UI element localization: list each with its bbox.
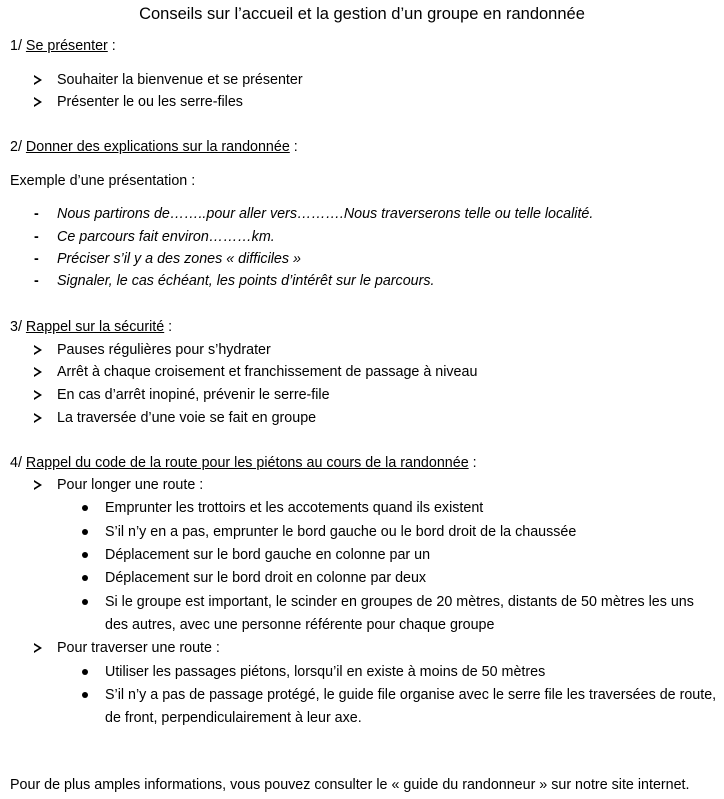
group-label: Pour traverser une route : bbox=[57, 640, 220, 656]
round-bullet-icon bbox=[82, 575, 88, 581]
dash-bullet-icon: - bbox=[34, 273, 39, 289]
dash-bullet-icon: - bbox=[34, 251, 39, 267]
list-item bbox=[82, 521, 88, 543]
list-item-text: Déplacement sur le bord gauche en colonne par un bbox=[105, 547, 431, 563]
section-4-suffix: : bbox=[468, 455, 477, 471]
section-1-heading bbox=[10, 35, 116, 57]
list-item-text-continued: des autres, avec une personne référente pour chaque groupe bbox=[105, 617, 495, 633]
round-bullet-icon bbox=[82, 505, 88, 511]
list-item-text: Pauses régulières pour s’hydrater bbox=[57, 342, 271, 358]
list-item-text: Ce parcours fait environ………km. bbox=[57, 229, 275, 245]
round-bullet-icon bbox=[82, 692, 88, 698]
arrow-bullet-icon bbox=[34, 413, 42, 423]
list-item-text: S’il n’y en a pas, emprunter le bord gauche ou le bord droit de la chaussée bbox=[105, 524, 577, 540]
section-1-number: 1/ bbox=[10, 38, 22, 54]
list-item-text: Emprunter les trottoirs et les accotements quand ils existent bbox=[105, 500, 484, 516]
list-item-text: Souhaiter la bienvenue et se présenter bbox=[57, 72, 303, 88]
list-item-text: Déplacement sur le bord droit en colonne par deux bbox=[105, 570, 427, 586]
section-3-heading bbox=[10, 316, 172, 338]
section-4-heading bbox=[10, 452, 477, 474]
arrow-bullet-icon bbox=[34, 390, 42, 400]
document-title: Conseils sur l’accueil et la gestion d’un groupe en randonnée bbox=[139, 5, 585, 23]
list-item-text-continued: de front, perpendiculairement à leur axe. bbox=[105, 710, 362, 726]
list-item bbox=[82, 544, 88, 566]
section-2-number: 2/ bbox=[10, 139, 22, 155]
group-label: Pour longer une route : bbox=[57, 477, 204, 493]
section-2-intro: Exemple d’une présentation : bbox=[10, 173, 196, 189]
list-item bbox=[34, 91, 42, 113]
list-item bbox=[34, 339, 42, 361]
arrow-bullet-icon bbox=[34, 643, 42, 653]
section-4-title: Rappel du code de la route pour les piétons au cours de la randonnée bbox=[25, 455, 469, 471]
round-bullet-icon bbox=[82, 599, 88, 605]
list-item bbox=[82, 497, 88, 519]
list-item bbox=[34, 474, 42, 496]
round-bullet-icon bbox=[82, 669, 88, 675]
arrow-bullet-icon bbox=[34, 480, 42, 490]
list-item bbox=[82, 567, 88, 589]
section-2-heading bbox=[10, 136, 298, 158]
section-3-number: 3/ bbox=[10, 319, 22, 335]
arrow-bullet-icon bbox=[34, 97, 42, 107]
list-item bbox=[34, 407, 42, 429]
arrow-bullet-icon bbox=[34, 345, 42, 355]
dash-bullet-icon: - bbox=[34, 229, 39, 245]
list-item-text: En cas d’arrêt inopiné, prévenir le serre-file bbox=[57, 387, 330, 403]
section-3-title: Rappel sur la sécurité bbox=[25, 319, 165, 335]
arrow-bullet-icon bbox=[34, 75, 42, 85]
list-item bbox=[34, 637, 42, 659]
section-2-suffix: : bbox=[289, 139, 298, 155]
list-item-text: Utiliser les passages piétons, lorsqu’il en existe à moins de 50 mètres bbox=[105, 664, 546, 680]
section-1-suffix: : bbox=[107, 38, 116, 54]
arrow-bullet-icon bbox=[34, 367, 42, 377]
footer-note: Pour de plus amples informations, vous pouvez consulter le « guide du randonneur » sur notre site internet. bbox=[10, 777, 690, 793]
section-4-number: 4/ bbox=[10, 455, 22, 471]
list-item bbox=[82, 684, 88, 706]
list-item bbox=[82, 591, 88, 613]
list-item-text: Signaler, le cas échéant, les points d’intérêt sur le parcours. bbox=[57, 273, 435, 289]
section-1-title: Se présenter bbox=[25, 38, 108, 54]
list-item-text: Nous partirons de……..pour aller vers……….Nous traverserons telle ou telle localité. bbox=[57, 206, 594, 222]
list-item-text: La traversée d’une voie se fait en groupe bbox=[57, 410, 317, 426]
list-item-text: Préciser s’il y a des zones « difficiles » bbox=[57, 251, 301, 267]
list-item-text: Si le groupe est important, le scinder en groupes de 20 mètres, distants de 50 mètres les uns bbox=[105, 594, 694, 610]
round-bullet-icon bbox=[82, 552, 88, 558]
list-item bbox=[34, 69, 42, 91]
section-2-title: Donner des explications sur la randonnée bbox=[25, 139, 290, 155]
list-item-text: S’il n’y a pas de passage protégé, le guide file organise avec le serre file les traversées de route, bbox=[105, 687, 717, 703]
list-item bbox=[82, 661, 88, 683]
list-item-text: Arrêt à chaque croisement et franchissement de passage à niveau bbox=[57, 364, 478, 380]
round-bullet-icon bbox=[82, 529, 88, 535]
section-3-suffix: : bbox=[164, 319, 173, 335]
list-item bbox=[34, 384, 42, 406]
list-item-text: Présenter le ou les serre-files bbox=[57, 94, 243, 110]
dash-bullet-icon: - bbox=[34, 206, 39, 222]
list-item bbox=[34, 361, 42, 383]
